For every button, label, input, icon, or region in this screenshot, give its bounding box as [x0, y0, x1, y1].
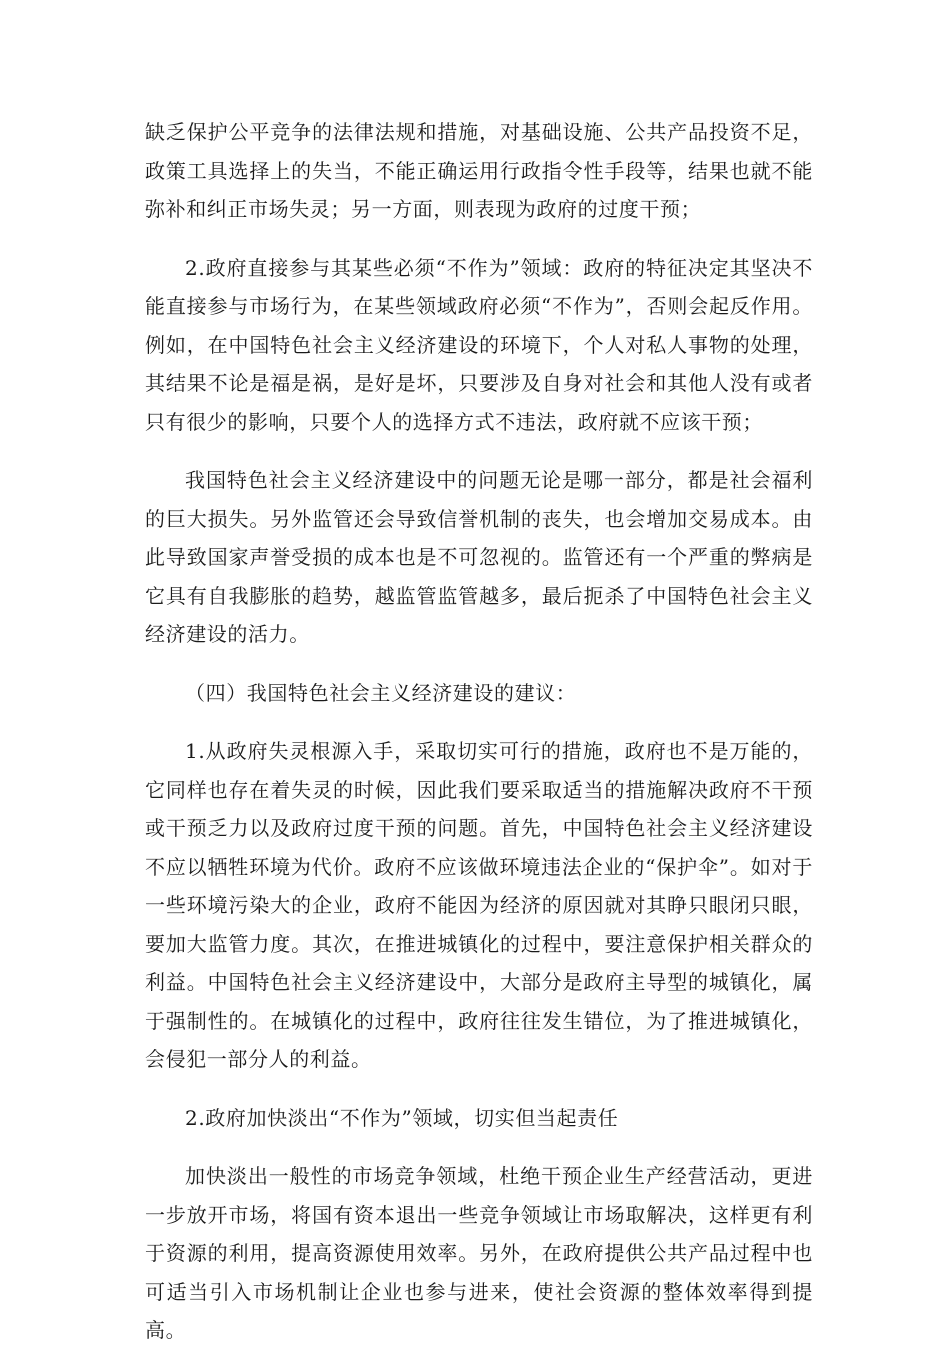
section-heading-suggestions: （四）我国特色社会主义经济建设的建议： — [185, 680, 577, 705]
paragraph-suggestion-2-body: 加快淡出一般性的市场竞争领域，杜绝干预企业生产经营活动，更进一步放开市场，将国有资本退出一些竞争领域让市场取解决，这样更有利于资源的利用，提高资源使用效率。另外，在政府提供公共产品过程中也可适当引入市场机制让企业也参与进来，使社会资源的整体效率得到提高。 — [145, 1164, 813, 1342]
paragraph-government-failure-continued: 缺乏保护公平竞争的法律法规和措施，对基础设施、公共产品投资不足，政策工具选择上的失当，不能正确运用行政指令性手段等，结果也就不能弥补和纠正市场失灵；另一方面，则表现为政府的过度干预； — [145, 120, 813, 221]
paragraph-suggestion-1: 1.从政府失灵根源入手，采取切实可行的措施，政府也不是万能的，它同样也存在着失灵的时候，因此我们要采取适当的措施解决政府不干预或干预乏力以及政府过度干预的问题。首先，中国特色社会主义经济建设不应以牺牲环境为代价。政府不应该做环境违法企业的“保护伞”。如对于一些环境污染大的企业，政府不能因为经济的原因就对其睁只眼闭只眼，要加大监管力度。其次，在推进城镇化的过程中，要注意保护相关群众的利益。中国特色社会主义经济建设中，大部分是政府主导型的城镇化，属于强制性的。在城镇化的过程中，政府往往发生错位，为了推进城镇化，会侵犯一部分人的利益。 — [145, 739, 813, 1071]
paragraph-suggestion-2-heading: 2.政府加快淡出“不作为”领域，切实但当起责任 — [185, 1105, 619, 1130]
document-body — [145, 113, 813, 1370]
paragraph-welfare-loss: 我国特色社会主义经济建设中的问题无论是哪一部分，都是社会福利的巨大损失。另外监管还会导致信誉机制的丧失，也会增加交易成本。由此导致国家声誉受损的成本也是不可忽视的。监管还有一个严重的弊病是它具有自我膨胀的趋势，越监管监管越多，最后扼杀了中国特色社会主义经济建设的活力。 — [145, 468, 813, 646]
paragraph-point-2-non-action-fields: 2.政府直接参与其某些必须“不作为”领域：政府的特征决定其坚决不能直接参与市场行为，在某些领域政府必须“不作为”，否则会起反作用。例如，在中国特色社会主义经济建设的环境下，个人对私人事物的处理，其结果不论是福是祸，是好是坏，只要涉及自身对社会和其他人没有或者只有很少的影响，只要个人的选择方式不违法，政府就不应该干预； — [145, 255, 813, 434]
